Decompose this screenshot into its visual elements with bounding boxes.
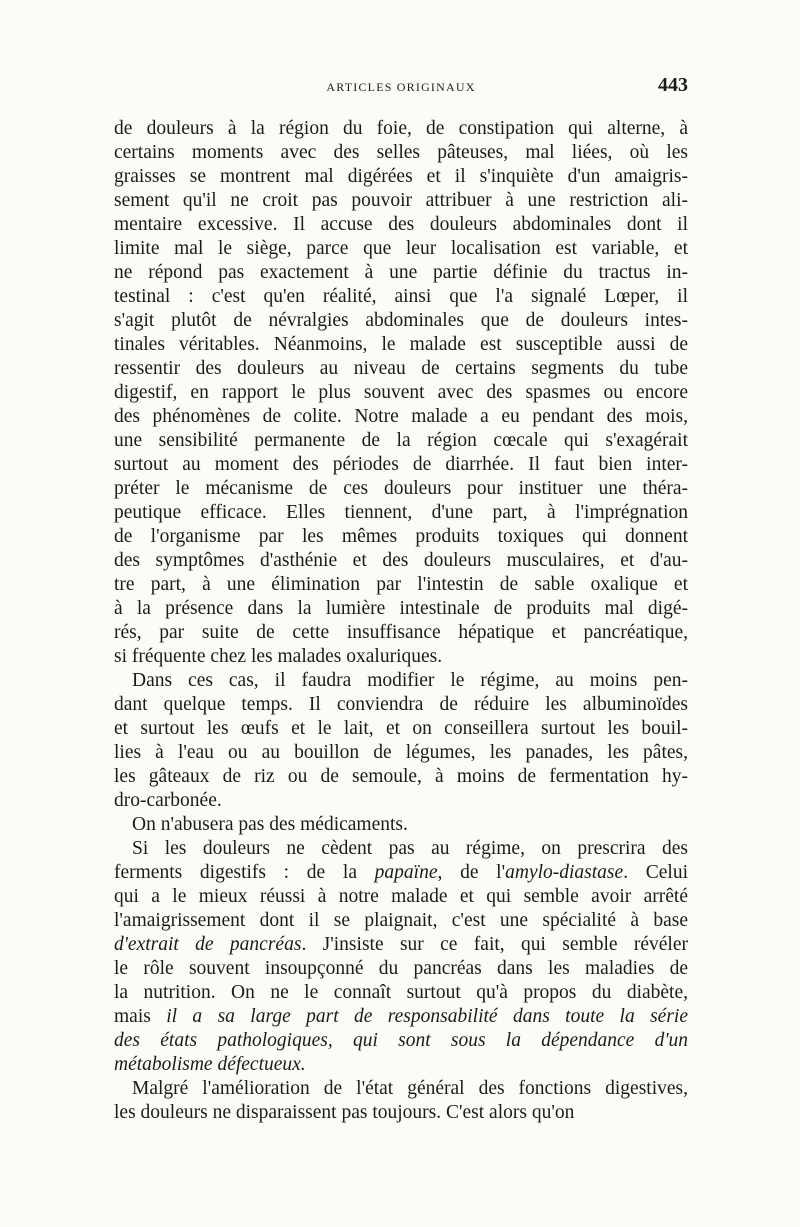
italic-text: papaïne: [374, 862, 438, 883]
text-line: et surtout les œufs et le lait, et on conseillera surtout les bouil-: [114, 718, 688, 739]
text-line: mentaire excessive. Il accuse des douleurs abdominales dont il: [114, 214, 688, 235]
text-line: les douleurs ne disparaissent pas toujours. C'est alors qu'on: [114, 1102, 575, 1123]
text-line: [114, 1029, 688, 1053]
page-number: 443: [658, 74, 688, 96]
text-line: rés, par suite de cette insuffisance hépatique et pancréatique,: [114, 622, 688, 643]
italic-text: métabolisme défectueux.: [114, 1054, 306, 1075]
text-line: le rôle souvent insoupçonné du pancréas dans les maladies de: [114, 958, 688, 979]
paragraph: [114, 117, 688, 669]
text-line: des phénomènes de colite. Notre malade a eu pendant des mois,: [114, 406, 688, 427]
paragraph: [114, 669, 688, 813]
paragraph: [114, 813, 688, 837]
text-line: la nutrition. On ne le connaît surtout qu'à propos du diabète,: [114, 982, 688, 1003]
text-line: s'agit plutôt de névralgies abdominales que de douleurs intes-: [114, 310, 688, 331]
text-line: peutique efficace. Elles tiennent, d'une part, à l'imprégnation: [114, 502, 688, 523]
italic-text: amylo-diastase: [505, 862, 624, 883]
text-line: Si les douleurs ne cèdent pas au régime, on prescrira des: [132, 838, 688, 859]
text-line: certains moments avec des selles pâteuses, mal liées, où les: [114, 142, 688, 163]
text-line: lies à l'eau ou au bouillon de légumes, les panades, les pâtes,: [114, 742, 688, 763]
text-line: limite mal le siège, parce que leur localisation est variable, et: [114, 238, 688, 259]
text-line: sement qu'il ne croit pas pouvoir attribuer à une restriction ali-: [114, 190, 688, 211]
paragraph: [114, 1077, 688, 1125]
text-line: On n'abusera pas des médicaments.: [132, 814, 408, 835]
text-line: testinal : c'est qu'en réalité, ainsi que l'a signalé Lœper, il: [114, 286, 688, 307]
italic-text: des états pathologiques, qui sont sous la dépendance d'un: [114, 1030, 688, 1051]
running-title: ARTICLES ORIGINAUX: [326, 80, 476, 94]
text-line: Dans ces cas, il faudra modifier le régime, au moins pen-: [132, 670, 688, 691]
text-line: à la présence dans la lumière intestinale de produits mal digé-: [114, 598, 688, 619]
text-line: digestif, en rapport le plus souvent avec des spasmes ou encore: [114, 382, 688, 403]
page-header: [114, 74, 688, 102]
text-line: d'extrait de pancréas. J'insiste sur ce fait, qui semble révéler: [114, 934, 689, 955]
text-line: Malgré l'amélioration de l'état général des fonctions digestives,: [132, 1078, 688, 1099]
text-line: de l'organisme par les mêmes produits toxiques qui donnent: [114, 526, 688, 547]
text-line: une sensibilité permanente de la région cœcale qui s'exagérait: [114, 430, 688, 451]
text-line: tinales véritables. Néanmoins, le malade est susceptible aussi de: [114, 334, 688, 355]
text-line: qui a le mieux réussi à notre malade et qui semble avoir arrêté: [114, 886, 688, 907]
text-line: mais il a sa large part de responsabilité dans toute la série: [114, 1006, 688, 1027]
text-line: dro-carbonée.: [114, 790, 222, 811]
text-line: de douleurs à la région du foie, de constipation qui alterne, à: [114, 118, 688, 139]
text-line: ne répond pas exactement à une partie définie du tractus in-: [114, 262, 688, 283]
text-line: graisses se montrent mal digérées et il s'inquiète d'un amaigris-: [114, 166, 688, 187]
text-line: l'amaigrissement dont il se plaignait, c'est une spécialité à base: [114, 910, 688, 931]
text-line: [114, 1053, 688, 1077]
text-line: ferments digestifs : de la papaïne, de l'amylo-diastase. Celui: [114, 862, 689, 883]
text-line: si fréquente chez les malades oxaluriques.: [114, 646, 443, 667]
text-line: préter le mécanisme de ces douleurs pour instituer une théra-: [114, 478, 688, 499]
text-line: les gâteaux de riz ou de semoule, à moins de fermentation hy-: [114, 766, 688, 787]
text-line: surtout au moment des périodes de diarrhée. Il faut bien inter-: [114, 454, 688, 475]
text-line: des symptômes d'asthénie et des douleurs musculaires, et d'au-: [114, 550, 688, 571]
text-line: tre part, à une élimination par l'intestin de sable oxalique et: [114, 574, 688, 595]
text-line: dant quelque temps. Il conviendra de réduire les albuminoïdes: [114, 694, 688, 715]
italic-text: il a sa large part de responsabilité dans toute la série: [166, 1006, 688, 1027]
paragraph: [114, 837, 688, 1077]
article-body: [114, 117, 688, 1125]
italic-text: d'extrait de pancréas: [114, 934, 302, 955]
text-line: ressentir des douleurs au niveau de certains segments du tube: [114, 358, 688, 379]
